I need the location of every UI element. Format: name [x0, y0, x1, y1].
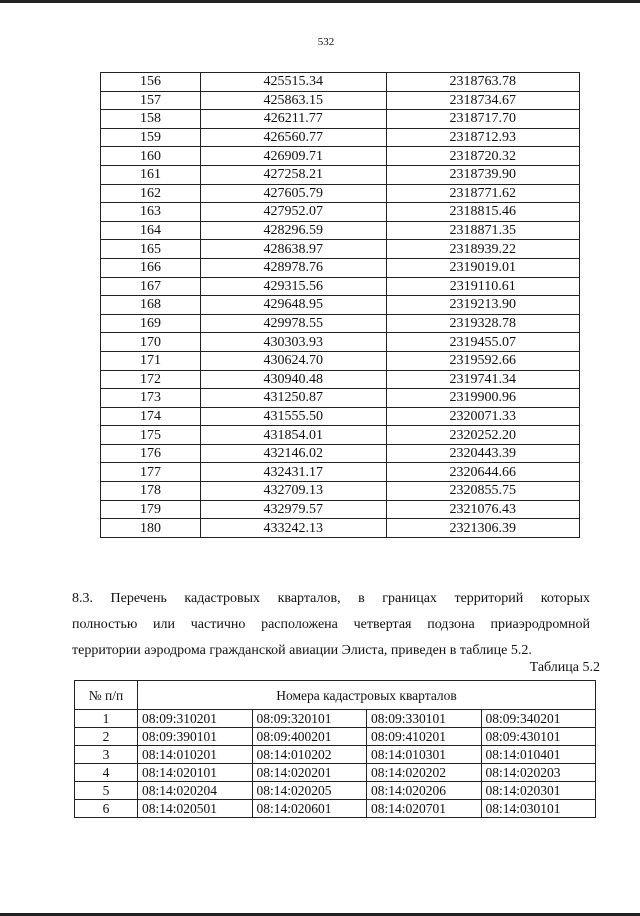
y-coordinate-cell: 2319019.01: [386, 258, 579, 277]
y-coordinate-cell: 2318771.62: [386, 184, 579, 203]
table-row: [75, 746, 596, 764]
table-row: [101, 73, 580, 92]
point-number-cell: 162: [101, 184, 201, 203]
point-number-cell: 168: [101, 296, 201, 315]
point-number-cell: 166: [101, 258, 201, 277]
x-coordinate-cell: 427952.07: [201, 203, 386, 222]
x-coordinate-cell: 429648.95: [201, 296, 386, 315]
cadastral-quarter-cell: 08:14:020601: [252, 800, 367, 818]
table-caption: Таблица 5.2: [529, 660, 600, 675]
table-row: [75, 710, 596, 728]
table-row: [101, 91, 580, 110]
cadastral-quarter-cell: 08:14:020201: [252, 764, 367, 782]
cadastral-quarter-cell: 08:09:320101: [252, 710, 367, 728]
x-coordinate-cell: 428296.59: [201, 221, 386, 240]
table-row: [101, 351, 580, 370]
x-coordinate-cell: 432979.57: [201, 500, 386, 519]
y-coordinate-cell: 2320443.39: [386, 444, 579, 463]
point-number-cell: 179: [101, 500, 201, 519]
table-row: [101, 147, 580, 166]
page-number: 532: [317, 36, 335, 48]
x-coordinate-cell: 425863.15: [201, 91, 386, 110]
table-row: [101, 277, 580, 296]
table-row: [75, 728, 596, 746]
header-title: Номера кадастровых кварталов: [138, 681, 596, 710]
point-number-cell: 171: [101, 351, 201, 370]
point-number-cell: 161: [101, 165, 201, 184]
paragraph-line: полностью или частично расположена четвертая подзона приаэродромной: [72, 617, 590, 632]
table-row: [101, 258, 580, 277]
y-coordinate-cell: 2318763.78: [386, 73, 579, 92]
point-number-cell: 165: [101, 240, 201, 259]
x-coordinate-cell: 426211.77: [201, 110, 386, 129]
point-number-cell: 175: [101, 426, 201, 445]
scan-top-edge: [0, 0, 640, 3]
y-coordinate-cell: 2319741.34: [386, 370, 579, 389]
y-coordinate-cell: 2320644.66: [386, 463, 579, 482]
y-coordinate-cell: 2318720.32: [386, 147, 579, 166]
cadastral-quarter-cell: 08:14:020202: [367, 764, 482, 782]
row-number-cell: 4: [75, 764, 138, 782]
point-number-cell: 177: [101, 463, 201, 482]
table-row: [101, 444, 580, 463]
y-coordinate-cell: 2320071.33: [386, 407, 579, 426]
cadastral-quarter-cell: 08:14:030101: [481, 800, 596, 818]
point-number-cell: 164: [101, 221, 201, 240]
table-row: [101, 165, 580, 184]
x-coordinate-cell: 428978.76: [201, 258, 386, 277]
x-coordinate-cell: 433242.13: [201, 519, 386, 538]
table-row: [75, 800, 596, 818]
table-row: [101, 407, 580, 426]
table-row: [101, 519, 580, 538]
table-row: [101, 333, 580, 352]
cadastral-quarter-cell: 08:14:020204: [138, 782, 253, 800]
cadastral-quarters-table: [74, 680, 596, 818]
paragraph-line: территории аэродрома гражданской авиации Элиста, приведен в таблице 5.2.: [72, 643, 532, 658]
cadastral-quarter-cell: 08:14:020203: [481, 764, 596, 782]
cadastral-quarter-cell: 08:14:020301: [481, 782, 596, 800]
point-number-cell: 178: [101, 482, 201, 501]
cadastral-quarter-cell: 08:09:310201: [138, 710, 253, 728]
y-coordinate-cell: 2319900.96: [386, 389, 579, 408]
table-row: [101, 370, 580, 389]
x-coordinate-cell: 430624.70: [201, 351, 386, 370]
y-coordinate-cell: 2318815.46: [386, 203, 579, 222]
cadastral-quarter-cell: 08:09:390101: [138, 728, 253, 746]
cadastral-quarter-cell: 08:14:010202: [252, 746, 367, 764]
row-number-cell: 6: [75, 800, 138, 818]
row-number-cell: 1: [75, 710, 138, 728]
cadastral-quarter-cell: 08:09:330101: [367, 710, 482, 728]
x-coordinate-cell: 428638.97: [201, 240, 386, 259]
table-row: [101, 482, 580, 501]
x-coordinate-cell: 429978.55: [201, 314, 386, 333]
point-number-cell: 176: [101, 444, 201, 463]
cadastral-quarter-cell: 08:14:020205: [252, 782, 367, 800]
table-row: [101, 110, 580, 129]
y-coordinate-cell: 2319455.07: [386, 333, 579, 352]
x-coordinate-cell: 432431.17: [201, 463, 386, 482]
y-coordinate-cell: 2321076.43: [386, 500, 579, 519]
x-coordinate-cell: 432146.02: [201, 444, 386, 463]
x-coordinate-cell: 431555.50: [201, 407, 386, 426]
point-number-cell: 158: [101, 110, 201, 129]
paragraph-line: 8.3. Перечень кадастровых кварталов, в границах территорий которых: [72, 591, 590, 606]
point-number-cell: 180: [101, 519, 201, 538]
table-row: [101, 184, 580, 203]
table-row: [101, 426, 580, 445]
point-number-cell: 167: [101, 277, 201, 296]
cadastral-quarter-cell: 08:14:020101: [138, 764, 253, 782]
table-row: [101, 221, 580, 240]
y-coordinate-cell: 2318739.90: [386, 165, 579, 184]
x-coordinate-cell: 427258.21: [201, 165, 386, 184]
table-row: [101, 314, 580, 333]
point-number-cell: 172: [101, 370, 201, 389]
cadastral-quarter-cell: 08:14:010401: [481, 746, 596, 764]
point-number-cell: 173: [101, 389, 201, 408]
y-coordinate-cell: 2318717.70: [386, 110, 579, 129]
x-coordinate-cell: 431250.87: [201, 389, 386, 408]
point-number-cell: 170: [101, 333, 201, 352]
point-number-cell: 160: [101, 147, 201, 166]
table-row: [101, 128, 580, 147]
section-paragraph: [72, 586, 590, 664]
cadastral-quarter-cell: 08:14:010201: [138, 746, 253, 764]
coordinates-table: [100, 72, 580, 538]
point-number-cell: 156: [101, 73, 201, 92]
y-coordinate-cell: 2320252.20: [386, 426, 579, 445]
table-row: [101, 500, 580, 519]
y-coordinate-cell: 2319328.78: [386, 314, 579, 333]
y-coordinate-cell: 2318712.93: [386, 128, 579, 147]
cadastral-quarter-cell: 08:14:020206: [367, 782, 482, 800]
x-coordinate-cell: 431854.01: [201, 426, 386, 445]
cadastral-quarter-cell: 08:09:410201: [367, 728, 482, 746]
point-number-cell: 163: [101, 203, 201, 222]
header-number: № п/п: [75, 681, 138, 710]
y-coordinate-cell: 2321306.39: [386, 519, 579, 538]
y-coordinate-cell: 2318871.35: [386, 221, 579, 240]
cadastral-quarter-cell: 08:14:010301: [367, 746, 482, 764]
y-coordinate-cell: 2319592.66: [386, 351, 579, 370]
point-number-cell: 157: [101, 91, 201, 110]
y-coordinate-cell: 2319213.90: [386, 296, 579, 315]
point-number-cell: 159: [101, 128, 201, 147]
table-header-row: [75, 681, 596, 710]
y-coordinate-cell: 2319110.61: [386, 277, 579, 296]
table-row: [75, 764, 596, 782]
x-coordinate-cell: 432709.13: [201, 482, 386, 501]
y-coordinate-cell: 2318939.22: [386, 240, 579, 259]
row-number-cell: 2: [75, 728, 138, 746]
x-coordinate-cell: 425515.34: [201, 73, 386, 92]
y-coordinate-cell: 2320855.75: [386, 482, 579, 501]
x-coordinate-cell: 426909.71: [201, 147, 386, 166]
point-number-cell: 169: [101, 314, 201, 333]
row-number-cell: 3: [75, 746, 138, 764]
cadastral-quarter-cell: 08:09:400201: [252, 728, 367, 746]
cadastral-quarter-cell: 08:14:020501: [138, 800, 253, 818]
x-coordinate-cell: 429315.56: [201, 277, 386, 296]
y-coordinate-cell: 2318734.67: [386, 91, 579, 110]
x-coordinate-cell: 426560.77: [201, 128, 386, 147]
table-row: [101, 463, 580, 482]
x-coordinate-cell: 427605.79: [201, 184, 386, 203]
cadastral-quarter-cell: 08:09:430101: [481, 728, 596, 746]
cadastral-quarter-cell: 08:09:340201: [481, 710, 596, 728]
table-row: [101, 203, 580, 222]
x-coordinate-cell: 430303.93: [201, 333, 386, 352]
row-number-cell: 5: [75, 782, 138, 800]
point-number-cell: 174: [101, 407, 201, 426]
x-coordinate-cell: 430940.48: [201, 370, 386, 389]
table-row: [75, 782, 596, 800]
table-row: [101, 296, 580, 315]
cadastral-quarter-cell: 08:14:020701: [367, 800, 482, 818]
table-row: [101, 389, 580, 408]
table-row: [101, 240, 580, 259]
